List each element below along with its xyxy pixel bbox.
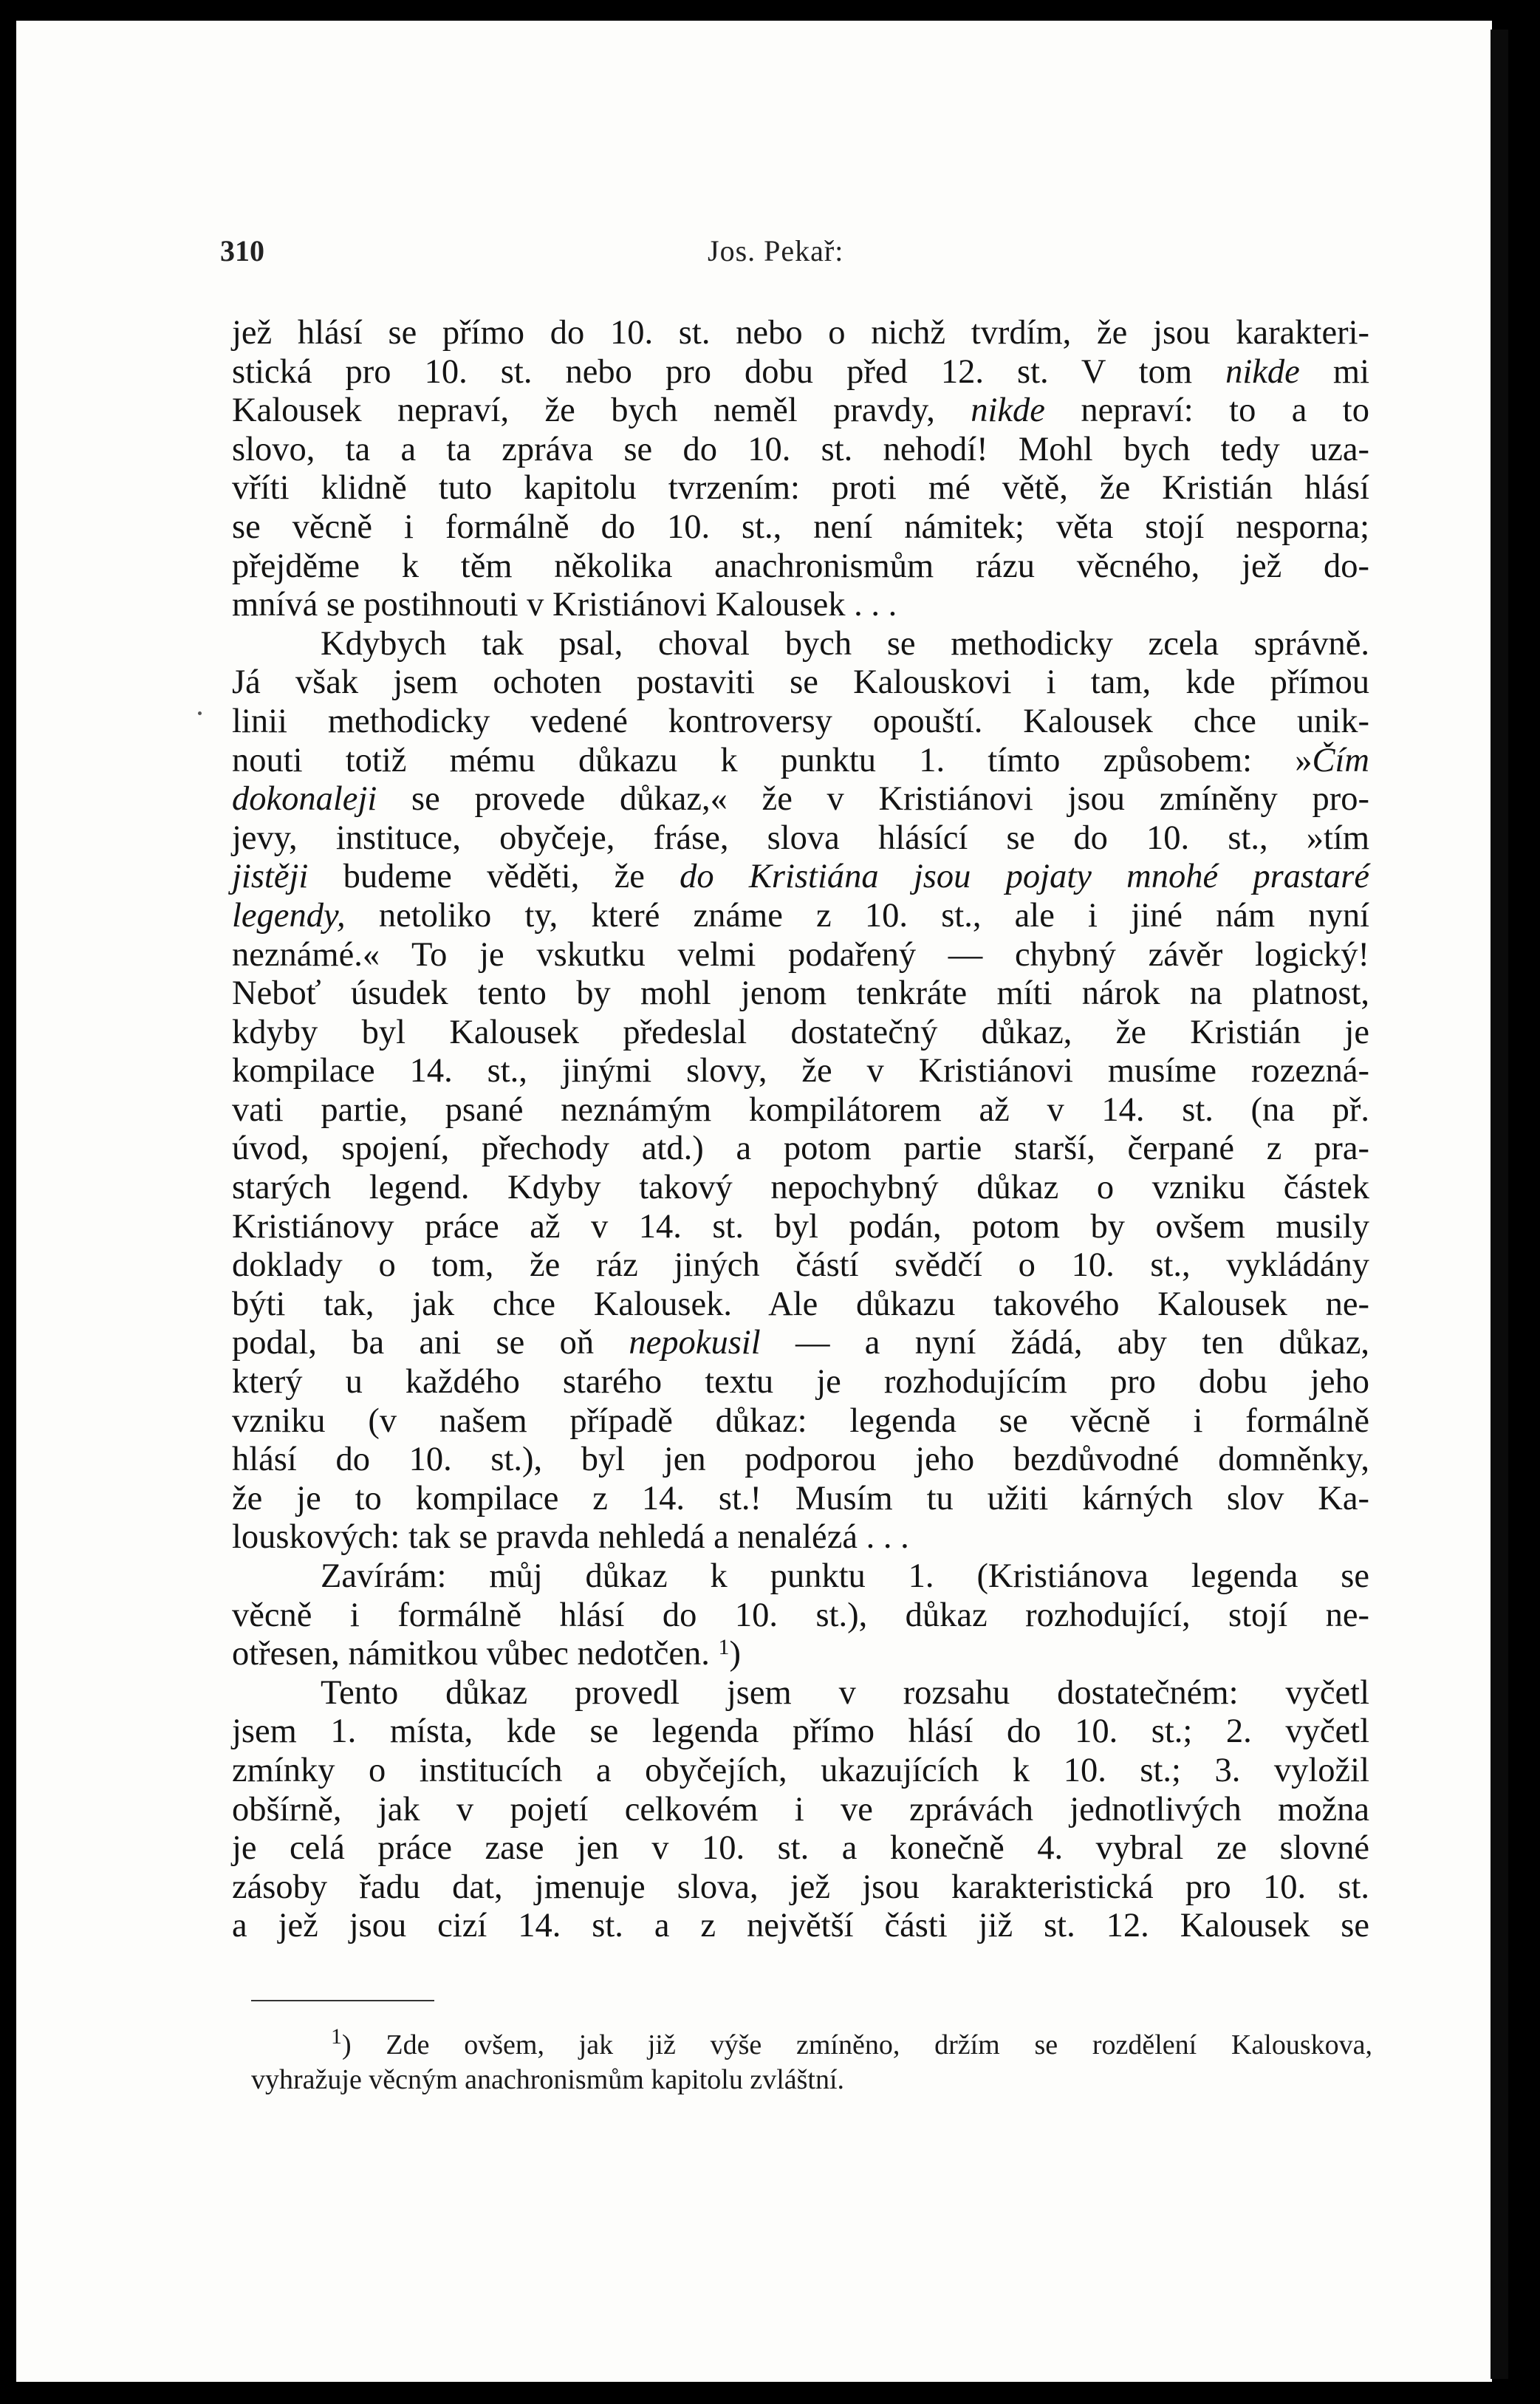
text-line — [232, 1169, 1369, 1208]
italic-text: nikde — [971, 392, 1045, 430]
text-run: nouti totiž mému důkazu k punktu 1. tímto způsobem: » — [232, 741, 1313, 779]
text-run: Tento důkaz provedl jsem v rozsahu dostatečném: vyčetl — [321, 1673, 1369, 1712]
italic-text: nepokusil — [629, 1324, 761, 1362]
text-line — [232, 1674, 1369, 1713]
footnote — [251, 2024, 1372, 2097]
text-line — [232, 1712, 1369, 1752]
footnote-marker: 1 — [331, 2024, 342, 2049]
italic-text: do Kristiána jsou pojaty mnohé prastaré — [680, 858, 1370, 896]
text-line — [232, 974, 1369, 1014]
text-line — [232, 1402, 1369, 1441]
footnote-line — [251, 2063, 1372, 2097]
text-run: Kristiánovy práce až v 14. st. byl podán, potom by ovšem musily — [232, 1207, 1369, 1246]
text-line — [232, 314, 1369, 353]
text-run: jsem 1. místa, kde se legenda přímo hlásí do 10. st.; 2. vyčetl — [232, 1712, 1369, 1751]
text-line — [232, 1363, 1369, 1402]
text-run: vyhražuje věcným anachronismům kapitolu zvláštní. — [251, 2064, 845, 2095]
text-line — [232, 547, 1369, 587]
text-run: ) Zde ovšem, jak již výše zmíněno, držím se rozdělení Kalouskova, — [342, 2029, 1372, 2060]
footnote-rule — [251, 2000, 434, 2001]
text-run: slovo, ta a ta zpráva se do 10. st. nehodí! Mohl bych tedy uza- — [232, 430, 1369, 468]
text-line — [232, 469, 1369, 508]
text-line — [232, 1635, 1369, 1674]
text-line — [232, 508, 1369, 547]
text-run: který u každého starého textu je rozhodujícím pro dobu jeho — [232, 1363, 1369, 1401]
text-run: mi — [1299, 352, 1369, 391]
text-line — [232, 1480, 1369, 1519]
text-line — [232, 1014, 1369, 1053]
text-run: vati partie, psané neznámým kompilátorem až v 14. st. (na př. — [232, 1090, 1369, 1129]
italic-text: dokonaleji — [232, 780, 377, 819]
text-run: vzniku (v našem případě důkaz: legenda se věcně i formálně — [232, 1401, 1369, 1440]
text-run: Kdybych tak psal, choval bych se methodicky zcela správně. — [321, 624, 1369, 663]
text-run: se provede důkaz,« že v Kristiánovi jsou zmíněny pro- — [377, 780, 1369, 819]
running-header — [220, 226, 1372, 270]
text-run: mnívá se postihnouti v Kristiánovi Kalousek . . . — [232, 586, 897, 624]
text-line — [232, 858, 1369, 897]
text-run: zásoby řadu dat, jmenuje slova, jež jsou karakteristická pro 10. st. — [232, 1868, 1369, 1906]
page-number: 310 — [220, 234, 264, 267]
scan-edge — [1491, 30, 1508, 2379]
text-run: hlásí do 10. st.), byl jen podporou jeho bezdůvodné domněnky, — [232, 1441, 1369, 1479]
text-run: podal, ba ani se oň — [232, 1324, 629, 1362]
text-line — [232, 819, 1369, 858]
text-run: ) — [729, 1635, 742, 1673]
italic-text: jistěji — [232, 858, 309, 896]
body-text — [232, 314, 1369, 1946]
footnote-line — [251, 2024, 1372, 2063]
italic-text: legendy, — [232, 896, 346, 935]
text-line — [232, 1246, 1369, 1285]
scan-speck — [198, 711, 202, 715]
text-line — [232, 1557, 1369, 1597]
text-run: zmínky o institucích a obyčejích, ukazujících k 10. st.; 3. vyložil — [232, 1751, 1369, 1789]
text-line — [232, 1829, 1369, 1868]
text-line — [232, 586, 1369, 625]
text-run: kdyby byl Kalousek předeslal dostatečný důkaz, že Kristián je — [232, 1013, 1369, 1051]
text-run: vříti klidně tuto kapitolu tvrzením: proti mé větě, že Kristián hlásí — [232, 469, 1369, 508]
text-run: neznámé.« To je vskutku velmi podařený — chybný závěr logický! — [232, 935, 1369, 974]
text-run: otřesen, námitkou vůbec nedotčen. — [232, 1635, 719, 1673]
text-run: býti tak, jak chce Kalousek. Ale důkazu takového Kalousek ne- — [232, 1285, 1369, 1323]
text-line — [232, 1518, 1369, 1557]
text-run: Já však jsem ochoten postaviti se Kalouskovi i tam, kde přímou — [232, 663, 1369, 702]
running-head-author: Jos. Pekař: — [708, 234, 844, 267]
footnote-marker: 1 — [718, 1635, 730, 1660]
text-line — [232, 1324, 1369, 1363]
italic-text: nikde — [1225, 352, 1300, 391]
text-line — [232, 431, 1369, 470]
text-line — [232, 1208, 1369, 1247]
text-line — [232, 353, 1369, 392]
text-run: jež hlásí se přímo do 10. st. nebo o nichž tvrdím, že jsou karakteri- — [232, 314, 1369, 352]
text-run: úvod, spojení, přechody atd.) a potom partie starší, čerpané z pra- — [232, 1130, 1369, 1168]
text-line — [232, 1052, 1369, 1091]
text-run: louskových: tak se pravda nehledá a nenalézá . . . — [232, 1518, 909, 1557]
text-line — [232, 625, 1369, 664]
text-line — [232, 780, 1369, 819]
text-run: Zavírám: můj důkaz k punktu 1. (Kristiánova legenda se — [321, 1557, 1369, 1595]
text-run: jevy, instituce, obyčeje, fráse, slova hlásící se do 10. st., »tím — [232, 819, 1369, 857]
text-run: a jež jsou cizí 14. st. a z největší části již st. 12. Kalousek se — [232, 1907, 1369, 1945]
text-run: netoliko ty, které známe z 10. st., ale i jiné nám nyní — [345, 896, 1369, 935]
text-run: se věcně i formálně do 10. st., není námitek; věta stojí nesporna; — [232, 508, 1369, 546]
text-run: nepraví: to a to — [1044, 392, 1369, 430]
text-line — [232, 392, 1369, 431]
text-run: — a nyní žádá, aby ten důkaz, — [760, 1324, 1370, 1362]
text-run: věcně i formálně hlásí do 10. st.), důkaz rozhodující, stojí ne- — [232, 1596, 1369, 1634]
text-run: linii methodicky vedené kontroversy opouští. Kalousek chce unik- — [232, 702, 1369, 740]
text-run: stická pro 10. st. nebo pro dobu před 12. st. V tom — [232, 352, 1226, 391]
text-line — [232, 1791, 1369, 1830]
text-line — [232, 1597, 1369, 1636]
text-line — [232, 1441, 1369, 1480]
text-run: přejděme k těm několika anachronismům rázu věcného, jež do- — [232, 547, 1369, 585]
text-run: kompilace 14. st., jinými slovy, že v Kristiánovi musíme rozezná- — [232, 1052, 1369, 1090]
text-line — [232, 742, 1369, 781]
text-run: Neboť úsudek tento by mohl jenom tenkráte míti nárok na platnost, — [232, 974, 1369, 1013]
text-line — [232, 1868, 1369, 1908]
text-line — [232, 703, 1369, 742]
text-run: budeme věděti, že — [308, 858, 680, 896]
text-run: obšírně, jak v pojetí celkovém i ve zprávách jednotlivých možna — [232, 1790, 1369, 1828]
text-line — [232, 663, 1369, 703]
text-line — [232, 1091, 1369, 1130]
text-line — [232, 1130, 1369, 1169]
text-run: doklady o tom, že ráz jiných částí svědčí o 10. st., vykládány — [232, 1246, 1369, 1285]
text-run: že je to kompilace z 14. st.! Musím tu užiti kárných slov Ka- — [232, 1479, 1369, 1517]
text-run: Kalousek nepraví, že bych neměl pravdy, — [232, 392, 971, 430]
text-line — [232, 1752, 1369, 1791]
text-run: starých legend. Kdyby takový nepochybný důkaz o vzniku částek — [232, 1169, 1369, 1207]
text-line — [232, 936, 1369, 975]
italic-text: Čím — [1312, 741, 1369, 779]
text-line — [232, 897, 1369, 936]
text-run: je celá práce zase jen v 10. st. a konečně 4. vybral ze slovné — [232, 1829, 1369, 1868]
text-line — [232, 1907, 1369, 1946]
text-line — [232, 1285, 1369, 1325]
